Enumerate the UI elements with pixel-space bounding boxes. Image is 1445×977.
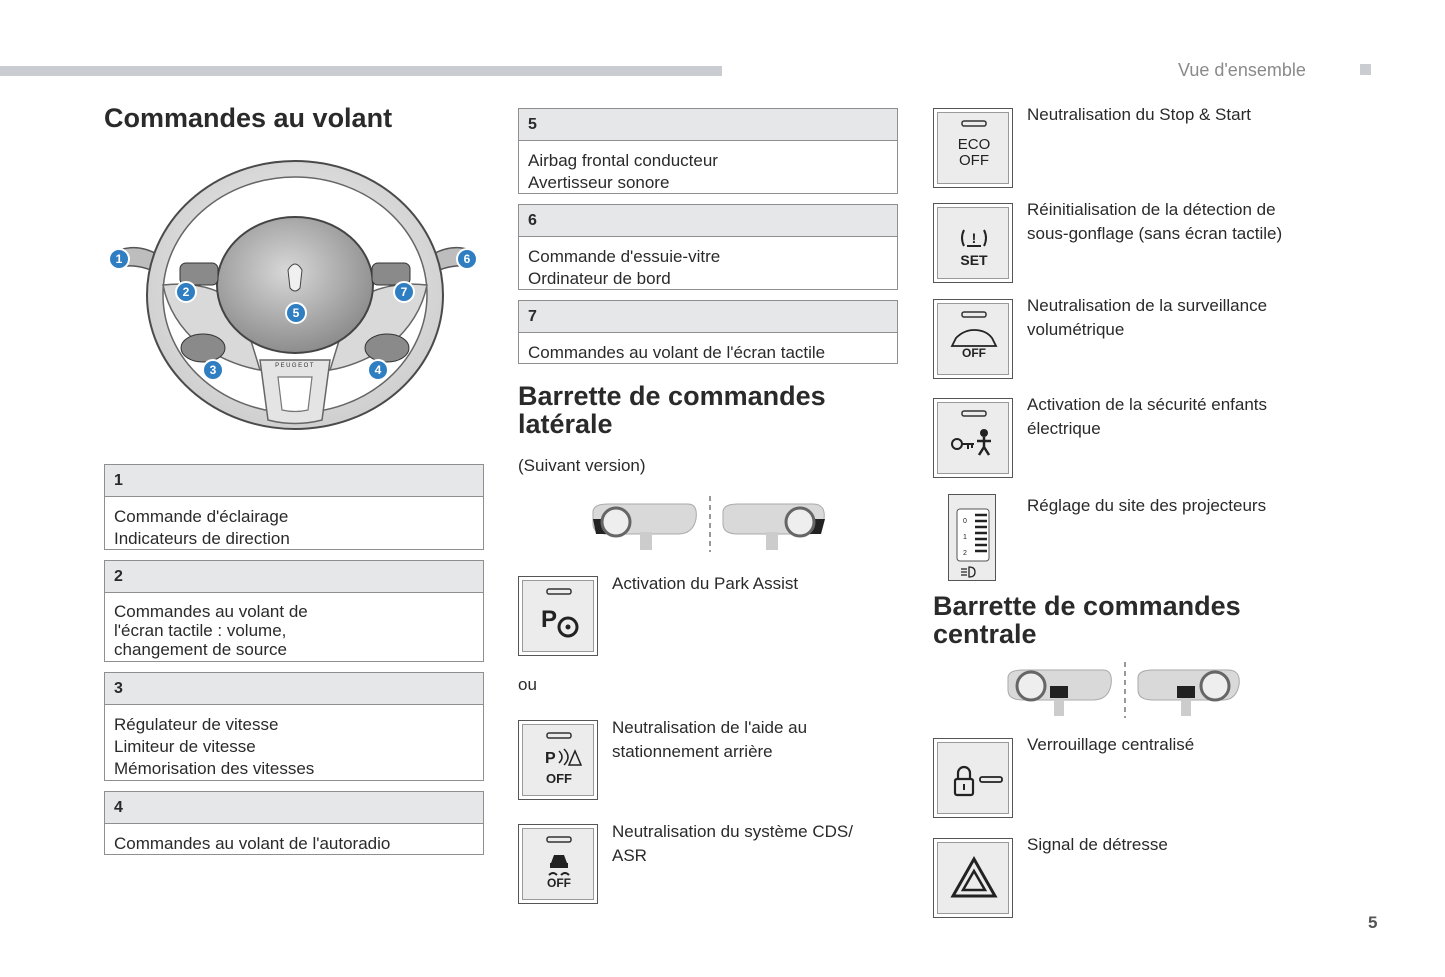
led-indicator-icon [962,121,986,126]
svg-text:6: 6 [463,252,471,266]
description-line: ASR [612,846,647,865]
esp-off-description [612,820,853,868]
control-table-7 [518,300,898,364]
svg-text:P: P [545,750,556,767]
table-line: changement de source [114,640,287,659]
gear-lever-icon [640,532,652,550]
led-indicator-icon [962,312,986,317]
lateral-dashboard-locator [588,494,833,554]
table-line: Ordinateur de bord [528,269,671,288]
description-line: Neutralisation de la surveillance [1027,296,1268,315]
headlamp-icon [961,567,975,577]
description-line: Signal de détresse [1027,835,1168,854]
table-line: Régulateur de vitesse [114,715,279,734]
parking-sensor-off-button[interactable] [518,720,598,800]
steering-wheel-illustration [100,155,490,450]
central-dashboard-locator [1003,660,1248,720]
headlamp-leveling-description [1027,494,1266,518]
alarm-off-button[interactable] [933,299,1013,379]
callout-3 [203,360,223,380]
table-line: Mémorisation des vitesses [114,759,315,778]
central-locking-icon [958,767,970,779]
table-line: Commande d'essuie-vitre [528,247,721,266]
description-line: Réglage du site des projecteurs [1027,496,1267,515]
steering-controls-title: Commandes au volant [104,103,393,133]
description-line: électrique [1027,419,1101,438]
description-line: Verrouillage centralisé [1027,735,1195,754]
page-number: 5 [1368,913,1378,932]
lower-spoke-opening [278,377,312,412]
child-lock-icon [952,439,962,449]
svg-text:5: 5 [292,306,300,320]
alarm-off-label: OFF [962,346,986,360]
table-line: Avertisseur sonore [528,173,670,192]
steering-wheel-icon [1017,672,1045,700]
led-indicator-icon [547,733,571,738]
control-table-6 [518,204,898,290]
lateral-title-line: Barrette de commandes [518,381,826,411]
headlamp-leveling-icon [957,509,989,561]
table-line: Commandes au volant de [114,602,308,621]
description-line: volumétrique [1027,320,1125,339]
table-number: 4 [105,792,483,824]
hazard-warning-button[interactable] [933,838,1013,918]
tyre-set-label: SET [960,252,988,268]
alarm-off-description [1027,294,1267,342]
wheel-brand-text: PEUGEOT [275,363,315,369]
control-table-1 [104,464,484,550]
central-locking-description [1027,733,1194,757]
svg-text:1: 1 [115,252,123,266]
or-label: ou [518,675,537,694]
description-line: Réinitialisation de la détection de [1027,200,1276,219]
callout-1 [109,249,129,269]
description-line: Neutralisation du système CDS/ [612,822,853,841]
brand-logo-icon [288,264,302,291]
child-lock-button[interactable] [933,398,1013,478]
table-number: 3 [105,673,483,705]
led-indicator-icon [980,777,1002,782]
steering-wheel-icon [786,508,814,536]
eco-off-button[interactable] [933,108,1013,188]
svg-text:0: 0 [963,518,967,525]
tyre-pressure-description [1027,198,1282,246]
parking-sensor-off-description [612,716,807,764]
callout-4 [368,360,388,380]
eco-label: ECO [957,136,991,153]
parking-sensor-off-label: OFF [546,771,572,786]
header-bar [0,66,722,76]
svg-text:2: 2 [182,285,190,299]
callout-7 [394,282,414,302]
gear-lever-icon [766,532,778,550]
eco-off-description [1027,103,1251,127]
switch-pad-4 [365,334,409,362]
alarm-off-icon [952,330,996,346]
gear-lever-icon [1054,698,1064,716]
control-table-2 [104,560,484,662]
led-indicator-icon [547,589,571,594]
callout-6 [457,249,477,269]
svg-text:3: 3 [209,363,217,377]
table-line: Indicateurs de direction [114,529,290,548]
table-number: 7 [519,301,897,333]
eco-off-label: OFF [959,152,989,169]
lateral-bar-title [518,382,826,438]
svg-text:!: ! [971,230,977,246]
led-indicator-icon [547,837,571,842]
svg-text:4: 4 [374,363,382,377]
table-line: Commande d'éclairage [114,507,289,526]
callout-5 [286,303,306,323]
lateral-title-line: latérale [518,409,613,439]
control-table-5 [518,108,898,194]
central-locking-button[interactable] [933,738,1013,818]
section-marker [1360,64,1371,75]
table-line: Commandes au volant de l'écran tactile [528,343,826,362]
description-line: Neutralisation du Stop & Start [1027,105,1251,124]
description-line: sous-gonflage (sans écran tactile) [1027,224,1283,243]
table-line: Limiteur de vitesse [114,737,256,756]
esp-off-icon [550,855,568,868]
esp-off-button[interactable] [518,824,598,904]
gear-lever-icon [1181,698,1191,716]
table-number: 6 [519,205,897,237]
version-note: (Suivant version) [518,456,646,475]
steering-wheel-icon [1201,672,1229,700]
svg-text:1: 1 [963,534,967,541]
table-line: Commandes au volant de l'autoradio [114,834,391,853]
table-number: 2 [105,561,483,593]
dash-center-highlight [1050,686,1068,698]
esp-off-label: OFF [547,876,571,890]
description-line: Activation du Park Assist [612,574,799,593]
table-number: 5 [519,109,897,141]
steering-wheel-icon [602,508,630,536]
central-bar-title [933,592,1241,648]
control-table-3 [104,672,484,781]
hazard-warning-description [1027,833,1168,857]
table-line: Airbag frontal conducteur [528,151,718,170]
park-assist-button[interactable] [518,576,598,656]
description-line: Activation de la sécurité enfants [1027,395,1268,414]
description-line: Neutralisation de l'aide au [612,718,808,737]
section-title: Vue d'ensemble [1178,60,1306,80]
central-title-line: centrale [933,619,1037,649]
callout-2 [176,282,196,302]
table-line: l'écran tactile : volume, [114,621,287,640]
switch-pad-3 [181,334,225,362]
svg-text:2: 2 [963,550,967,557]
svg-text:7: 7 [400,285,408,299]
parking-sensor-off-icon [559,749,581,765]
park-assist-label: P [541,606,558,633]
dash-center-highlight [1177,686,1195,698]
control-table-4 [104,791,484,855]
tyre-pressure-set-button[interactable] [933,203,1013,283]
headlamp-leveling-control[interactable] [948,494,996,581]
child-lock-description [1027,393,1267,441]
central-title-line: Barrette de commandes [933,591,1241,621]
park-assist-description [612,572,798,596]
led-indicator-icon [962,411,986,416]
description-line: stationnement arrière [612,742,773,761]
table-number: 1 [105,465,483,497]
